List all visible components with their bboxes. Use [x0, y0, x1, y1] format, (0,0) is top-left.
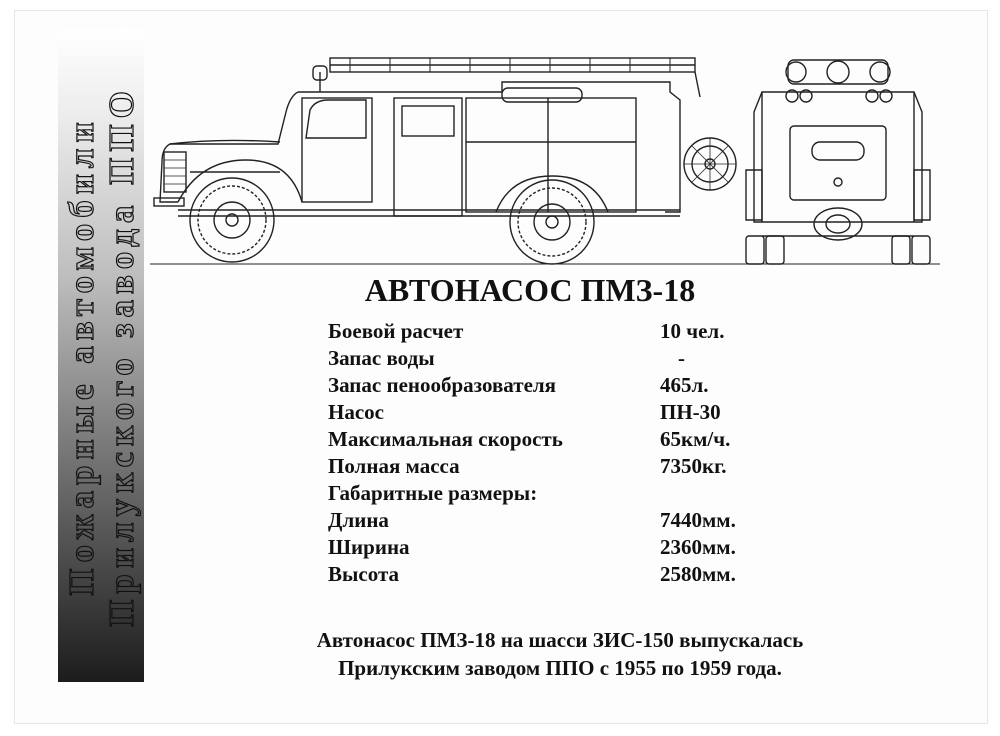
spec-value: 465л.: [660, 373, 709, 397]
spec-label: Запас воды: [328, 346, 435, 370]
spec-value: 7440мм.: [660, 508, 736, 532]
vehicle-title: АВТОНАСОС ПМЗ-18: [364, 272, 696, 308]
spec-value: 65км/ч.: [660, 427, 731, 451]
side-title-line-1: Пожарные автомобили: [62, 116, 101, 596]
spec-label: Габаритные размеры:: [328, 481, 538, 505]
side-title-line-2: Прилукского завода ППО: [102, 85, 141, 627]
footer-line-2: Прилукским заводом ППО с 1955 по 1959 года.: [338, 656, 782, 680]
spec-value: 10 чел.: [660, 319, 725, 343]
spec-label: Боевой расчет: [328, 319, 464, 343]
footer-line-1: Автонасос ПМЗ-18 на шасси ЗИС-150 выпускалась: [316, 628, 804, 652]
spec-value: 7350кг.: [660, 454, 727, 478]
spec-label: Полная масса: [328, 454, 460, 478]
spec-value: -: [678, 346, 685, 370]
spec-label: Насос: [328, 400, 384, 424]
truck-rear-view: [740, 60, 940, 264]
spec-label: Запас пенообразователя: [328, 373, 557, 397]
side-title-band: [58, 30, 144, 682]
spec-value: 2580мм.: [660, 562, 736, 586]
spec-label: Высота: [328, 562, 400, 586]
spec-label: Ширина: [328, 535, 410, 559]
spec-label: Длина: [328, 508, 389, 532]
spec-value: 2360мм.: [660, 535, 736, 559]
truck-side-view: [150, 58, 740, 264]
fire-truck-drawing: [150, 52, 940, 272]
footer-caption: [250, 626, 870, 682]
spec-label: Максимальная скорость: [328, 427, 563, 451]
spec-value: ПН-30: [660, 400, 721, 424]
